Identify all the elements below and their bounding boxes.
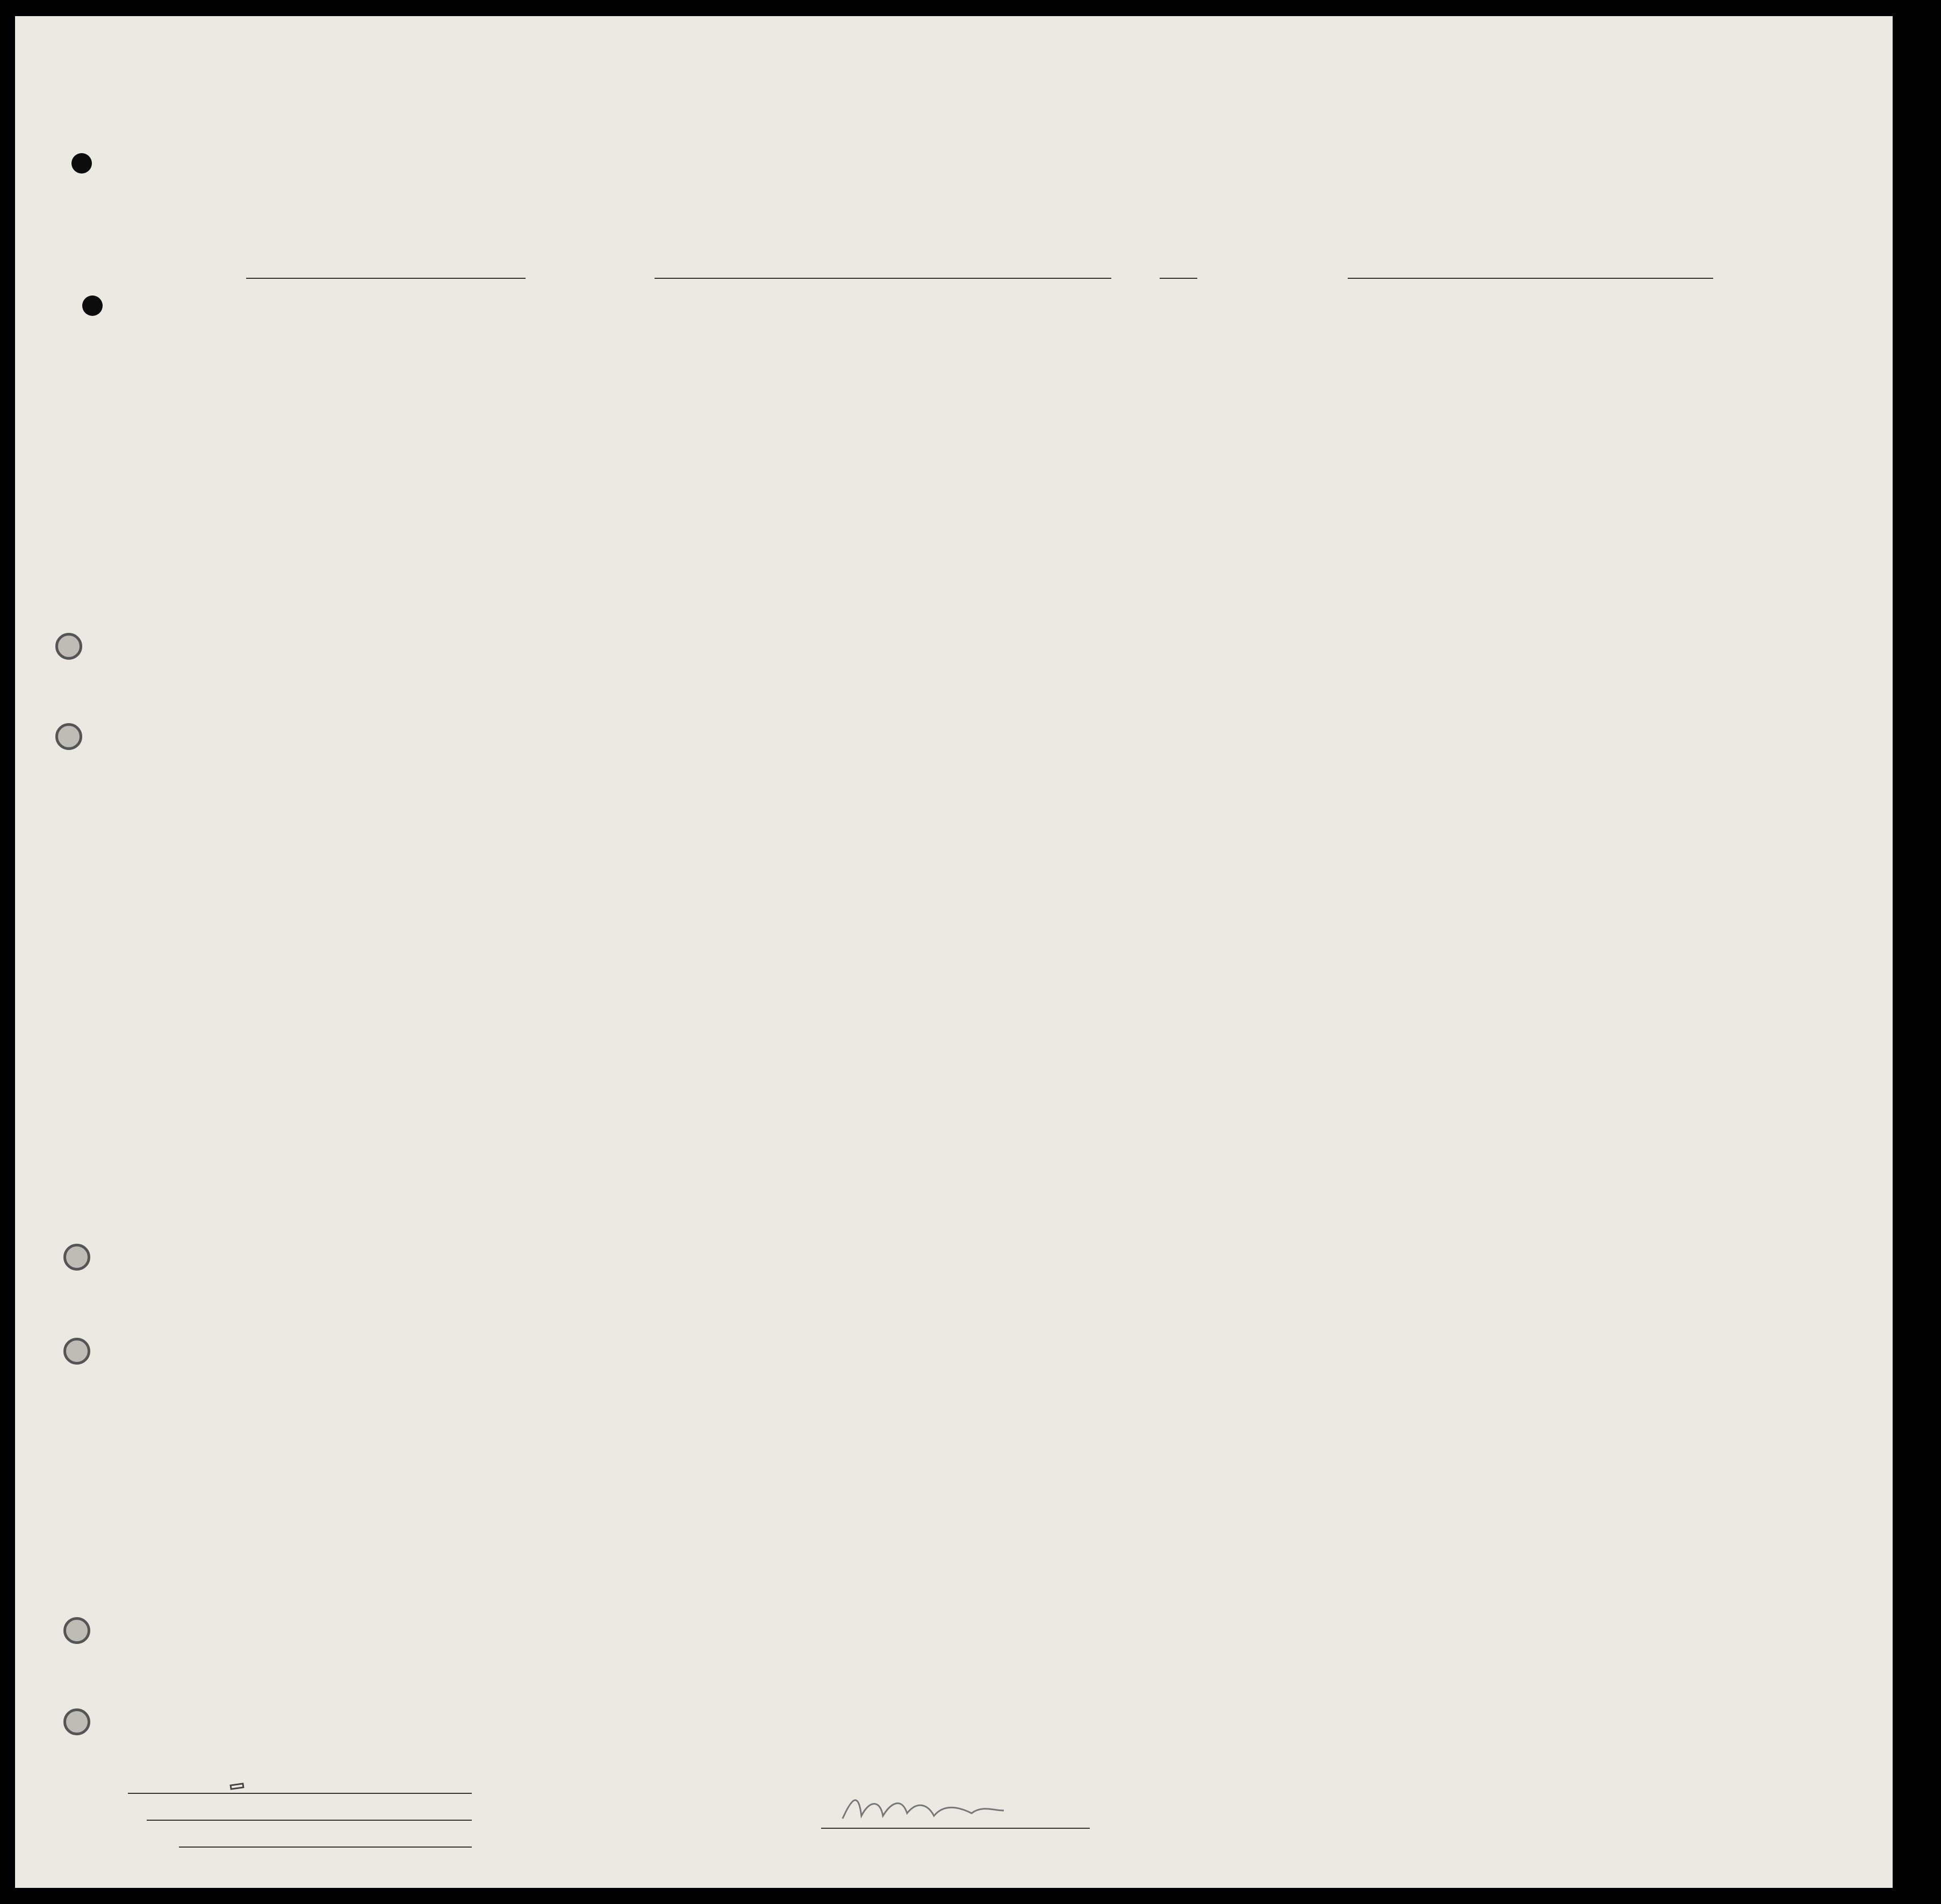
footer-line-underline [128,1792,472,1794]
punch-hole-ring [55,633,82,660]
punch-hole-ring [63,1244,90,1271]
punch-hole-ring [63,1338,90,1365]
inspector-signature [837,1789,1009,1827]
punch-hole-ring [63,1617,90,1644]
table-grid [15,16,1893,1888]
inspector-underline [821,1827,1090,1829]
manifest-sheet [15,16,1893,1888]
punch-hole-ring [63,1708,90,1735]
punch-hole [82,295,103,316]
footer-owners-underline [147,1819,472,1821]
footer-agents-underline [179,1845,472,1848]
punch-hole [71,153,92,174]
punch-hole-ring [55,723,82,750]
